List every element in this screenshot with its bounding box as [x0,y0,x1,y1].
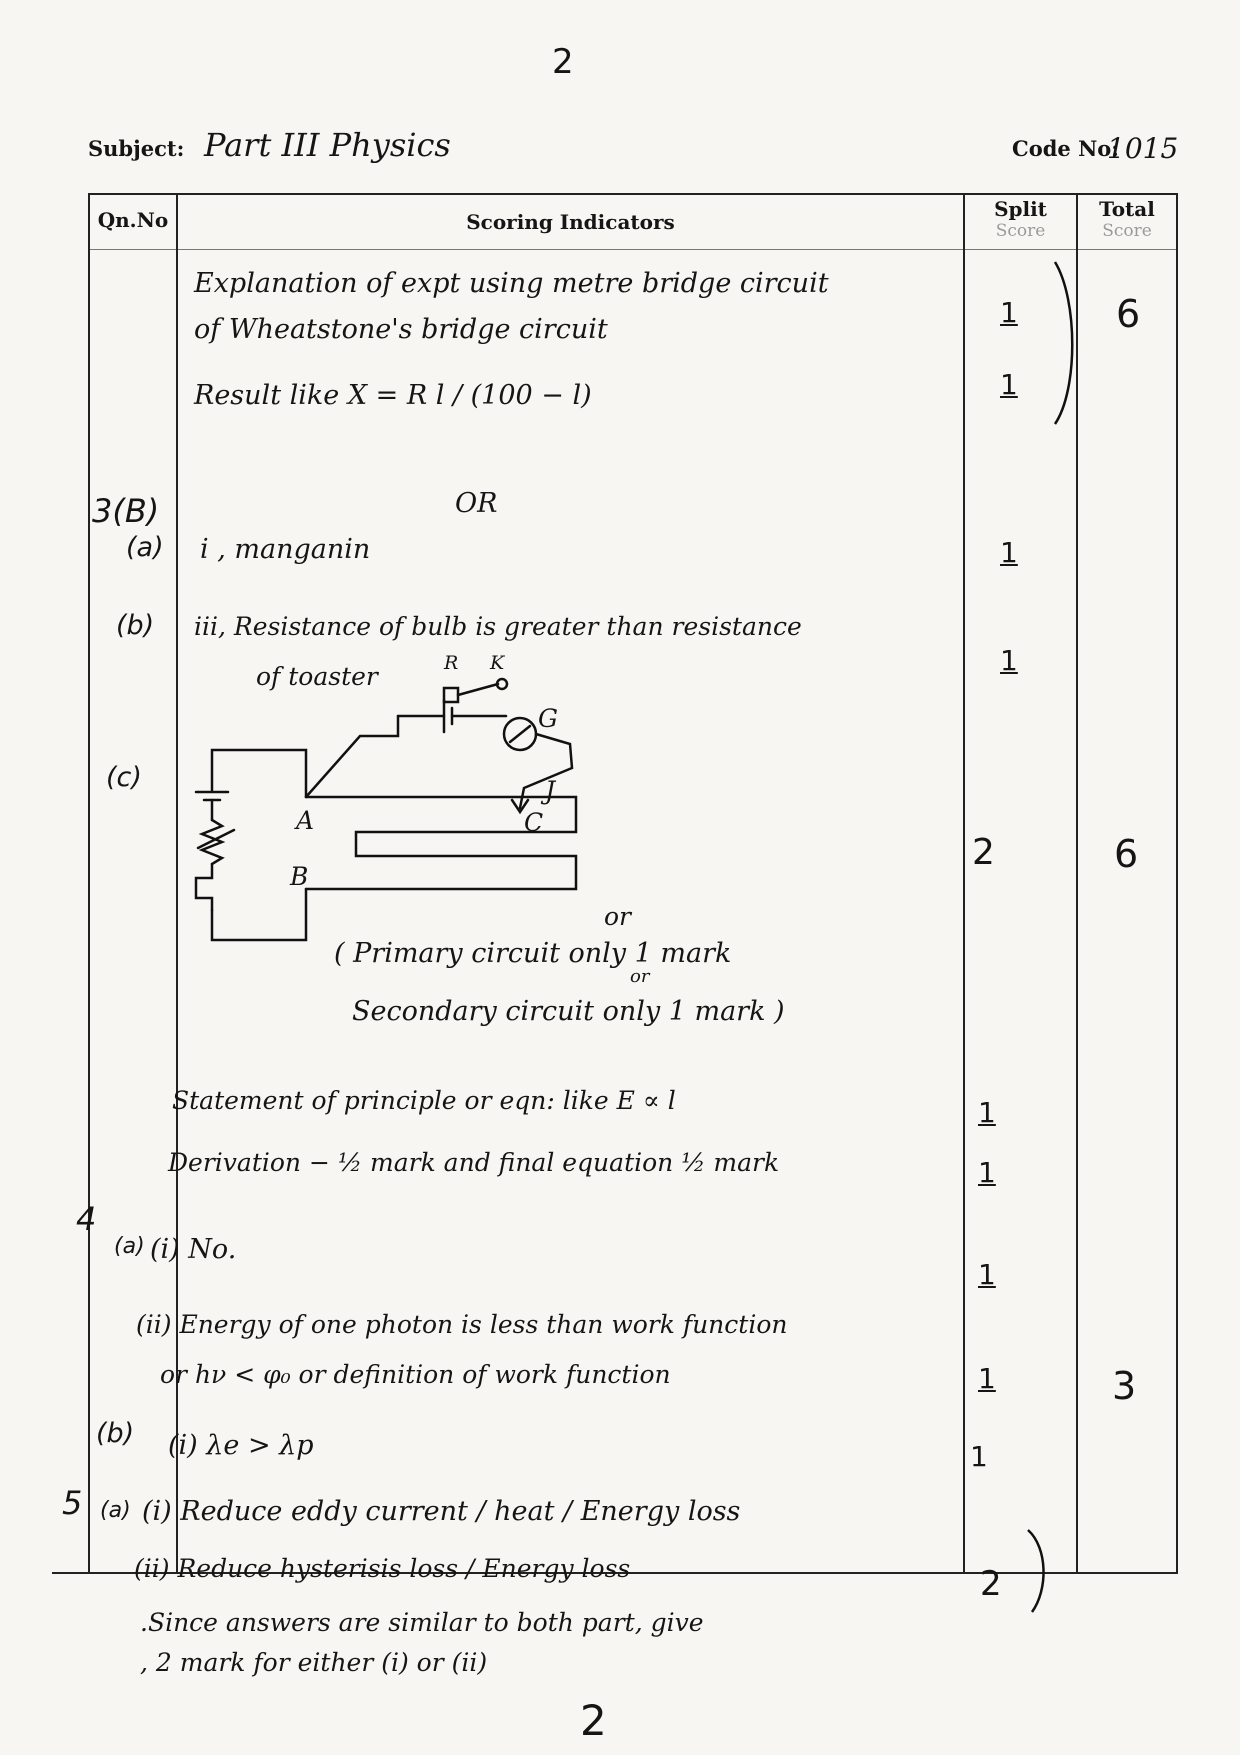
answer-4-a-i: (i) No. [150,1234,237,1265]
total-score-2: 6 [1114,832,1139,876]
answer-3b-b-line1: iii, Resistance of bulb is greater than resistance [194,612,802,641]
qn-3b-b: (b) [116,610,155,641]
split-score-2: 1 [1000,368,1018,401]
split-score-10: 1 [970,1440,988,1473]
answer-4-a-ii-line2: or hν < φ₀ or definition of work function [160,1360,671,1389]
line-wheatstone: of Wheatstone's bridge circuit [194,314,608,345]
split-score-6: 1 [978,1096,996,1129]
split-score-7: 1 [978,1156,996,1189]
label-r: R [444,652,459,674]
label-c: C [524,808,544,837]
subject-label: Subject: [88,136,185,161]
code-label: Code No: [1012,136,1120,161]
header-split-sub: Score [995,221,1046,241]
header-total: Total [1099,197,1155,221]
header-split: Split [994,197,1047,221]
answer-4-a-ii-line1: (ii) Energy of one photon is less than work function [136,1310,788,1339]
split-score-4: 1 [1000,644,1018,677]
qn-5: 5 [62,1484,83,1522]
answer-4-b: (i) λe > λp [168,1430,314,1461]
label-b: B [290,862,309,891]
answer-5-a-i: (i) Reduce eddy current / heat / Energy loss [142,1496,741,1527]
answer-5-a-ii: (ii) Reduce hysterisis loss / Energy loss [134,1554,631,1583]
subject-value: Part III Physics [204,126,451,164]
header-scoring-indicators: Scoring Indicators [466,210,675,234]
qn-4-b: (b) [96,1418,135,1449]
answer-3b-b-line2: of toaster [256,662,378,691]
split-score-11: 2 [980,1564,1002,1604]
answer-3b-a: i , manganin [200,534,371,565]
code-value: 1015 [1107,132,1179,165]
label-a: A [296,806,315,835]
page-number-top: 2 [552,42,574,82]
split-score-9: 1 [978,1362,996,1395]
header-total-sub: Score [1102,221,1152,241]
label-j: J [545,776,556,805]
qn-3b-c: (c) [106,762,142,793]
split-score-1: 1 [1000,296,1018,329]
brace-top [1055,262,1072,424]
or-separator-2: or [604,902,632,931]
label-g: G [538,704,558,733]
qn-3b: 3(B) [92,492,160,530]
total-score-3: 3 [1112,1364,1137,1408]
primary-circuit-note: ( Primary circuit only 1 mark [334,938,732,969]
brace-bottom [1028,1530,1044,1612]
split-score-8: 1 [978,1258,996,1291]
qn-5-a: (a) [100,1498,131,1523]
line-statement: Statement of principle or eqn: like E ∝ l [172,1086,676,1115]
header-qn: Qn.No [97,208,169,232]
total-score-1: 6 [1116,292,1141,336]
page-number-bottom: 2 [580,1696,607,1745]
qn-4-a: (a) [114,1234,145,1259]
qn-4: 4 [76,1200,97,1238]
line-derivation: Derivation − ½ mark and final equation ½ mark [168,1148,780,1177]
note-line2: , 2 mark for either (i) or (ii) [140,1648,488,1677]
split-score-5: 2 [972,832,995,873]
note-line1: .Since answers are similar to both part, give [140,1608,704,1637]
qn-3b-a: (a) [126,532,164,563]
secondary-circuit-note: Secondary circuit only 1 mark ) [352,996,785,1027]
or-separator: OR [455,488,498,519]
split-score-3: 1 [1000,536,1018,569]
line-explanation: Explanation of expt using metre bridge circuit [194,268,829,299]
label-k: K [490,652,505,674]
line-result: Result like X = R l / (100 − l) [194,380,592,411]
or-small: or [630,966,650,987]
